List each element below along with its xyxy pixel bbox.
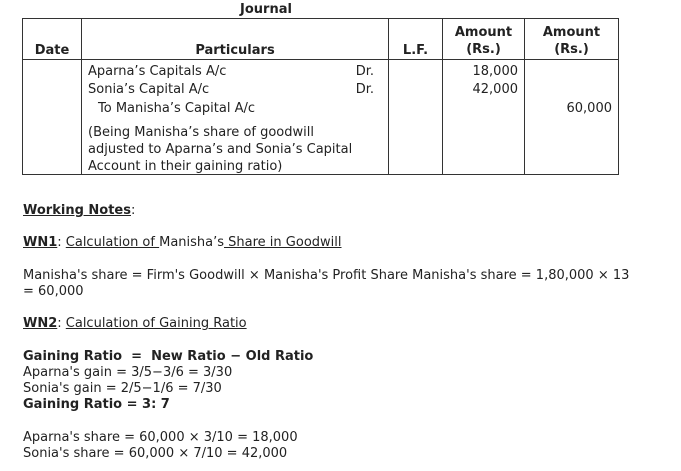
journal-entry-row	[23, 60, 619, 175]
wn1-title-part1: Calculation of	[65, 235, 160, 250]
wn2-label: WN2	[23, 316, 58, 331]
header-amount-debit-line2: (Rs.)	[466, 42, 501, 57]
header-date: Date	[23, 19, 82, 60]
dr-mark-sonia: Dr.	[355, 82, 374, 97]
particular-manisha: To Manisha’s Capital A/c	[98, 101, 256, 116]
wn1-label: WN1	[23, 235, 58, 250]
wn1-heading	[23, 235, 342, 250]
wn2-separator: :	[57, 316, 66, 331]
header-lf: L.F.	[389, 19, 443, 60]
wn1-title-part2: Manisha’s	[159, 235, 225, 250]
header-particulars: Particulars	[82, 19, 389, 60]
journal-title: Journal	[240, 2, 292, 17]
debit-amount-sonia: 42,000	[472, 82, 518, 97]
working-notes-heading	[23, 203, 135, 218]
wn1-line2: = 60,000	[23, 284, 84, 299]
header-amount-debit	[443, 19, 525, 60]
credit-amount-cell	[525, 60, 619, 175]
dr-mark-aparna: Dr.	[355, 64, 374, 79]
narration: (Being Manisha’s share of goodwill adjusted to Aparna’s and Sonia’s Capital Account in their gaining ratio)	[88, 125, 353, 174]
header-amount-credit-line2: (Rs.)	[554, 42, 589, 57]
lf-cell	[389, 60, 443, 175]
header-amount-debit-line1: Amount	[454, 25, 513, 40]
particular-sonia: Sonia’s Capital A/c	[88, 82, 210, 97]
working-notes-title: Working Notes	[23, 203, 131, 218]
wn1-separator: :	[57, 235, 66, 250]
wn2-title: Calculation of Gaining Ratio	[65, 316, 247, 331]
aparna-share: Aparna's share = 60,000 × 3/10 = 18,000	[23, 430, 298, 445]
sonia-gain: Sonia's gain = 2/5−1/6 = 7/30	[23, 381, 222, 396]
particular-line-manisha	[98, 101, 255, 116]
header-amount-credit-line1: Amount	[542, 25, 601, 40]
particular-line-aparna	[88, 64, 380, 79]
wn2-heading	[23, 316, 247, 331]
working-notes-colon: :	[131, 203, 136, 218]
particular-aparna: Aparna’s Capitals A/c	[88, 64, 227, 79]
journal-table	[22, 18, 619, 175]
sonia-share: Sonia's share = 60,000 × 7/10 = 42,000	[23, 446, 288, 461]
gaining-ratio-formula: Gaining Ratio = New Ratio − Old Ratio	[23, 349, 314, 364]
debit-amount-cell	[443, 60, 525, 175]
particular-line-sonia	[88, 82, 380, 97]
wn1-title-part3: Share in Goodwill	[224, 235, 342, 250]
wn1-line1: Manisha's share = Firm's Goodwill × Manisha's Profit Share Manisha's share = 1,80,000 × 13	[23, 268, 630, 283]
particulars-cell	[82, 60, 389, 175]
aparna-gain: Aparna's gain = 3/5−3/6 = 3/30	[23, 365, 233, 380]
credit-amount-manisha: 60,000	[566, 101, 612, 116]
gaining-ratio-result: Gaining Ratio = 3: 7	[23, 397, 170, 412]
date-cell	[23, 60, 82, 175]
debit-amount-aparna: 18,000	[472, 64, 518, 79]
header-amount-credit	[525, 19, 619, 60]
journal-header-row	[23, 19, 619, 60]
